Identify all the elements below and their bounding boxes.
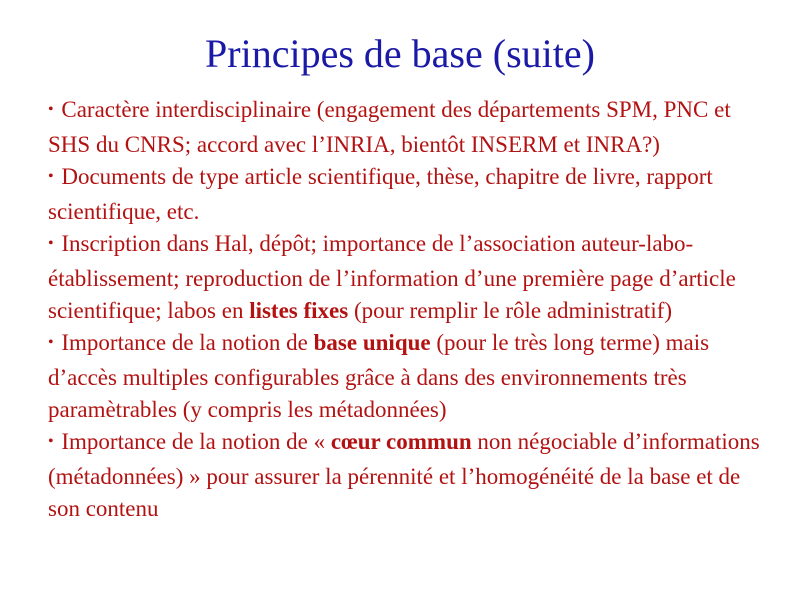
bullet-icon: • (48, 168, 54, 185)
bullet-text: Caractère interdisciplinaire (engagement des départements SPM, PNC et SHS du CNRS; accord avec l’INRIA, bientôt INSERM et INRA?) (48, 97, 731, 157)
bullet-emphasis: cœur commun (330, 429, 472, 454)
bullet-icon: • (48, 334, 54, 351)
bullet-text-tail: non négociable d’informations (métadonnées) » pour assurer la pérennité et l’homogénéité de la base et de son contenu (48, 429, 760, 521)
bullet-emphasis: listes fixes (249, 298, 349, 323)
bullet-item-hal-registration (48, 228, 768, 327)
bullet-item-interdisciplinary (48, 94, 768, 161)
bullet-icon: • (48, 433, 54, 450)
bullet-icon: • (48, 235, 54, 252)
bullet-item-single-base (48, 327, 768, 426)
bullet-item-common-core (48, 426, 768, 525)
bullet-text: Inscription dans Hal, dépôt; importance de l’association auteur-labo-établissement; reproduction de l’information d’une première page d’article scientifique; labos en (48, 231, 736, 323)
bullet-list (48, 94, 768, 525)
bullet-text-tail: (pour remplir le rôle administratif) (348, 298, 673, 323)
bullet-icon: • (48, 101, 54, 118)
slide-title: Principes de base (suite) (205, 31, 595, 76)
bullet-text: Importance de la notion de (61, 330, 314, 355)
bullet-text-tail: (pour le très long terme) mais d’accès multiples configurables grâce à dans des environnements très paramètrables (y compris les métadonnées) (48, 330, 710, 422)
bullet-item-document-types (48, 161, 768, 228)
bullet-text: Documents de type article scientifique, thèse, chapitre de livre, rapport scientifique, etc. (48, 164, 713, 224)
bullet-text: Importance de la notion de « (61, 429, 331, 454)
bullet-emphasis: base unique (313, 330, 431, 355)
